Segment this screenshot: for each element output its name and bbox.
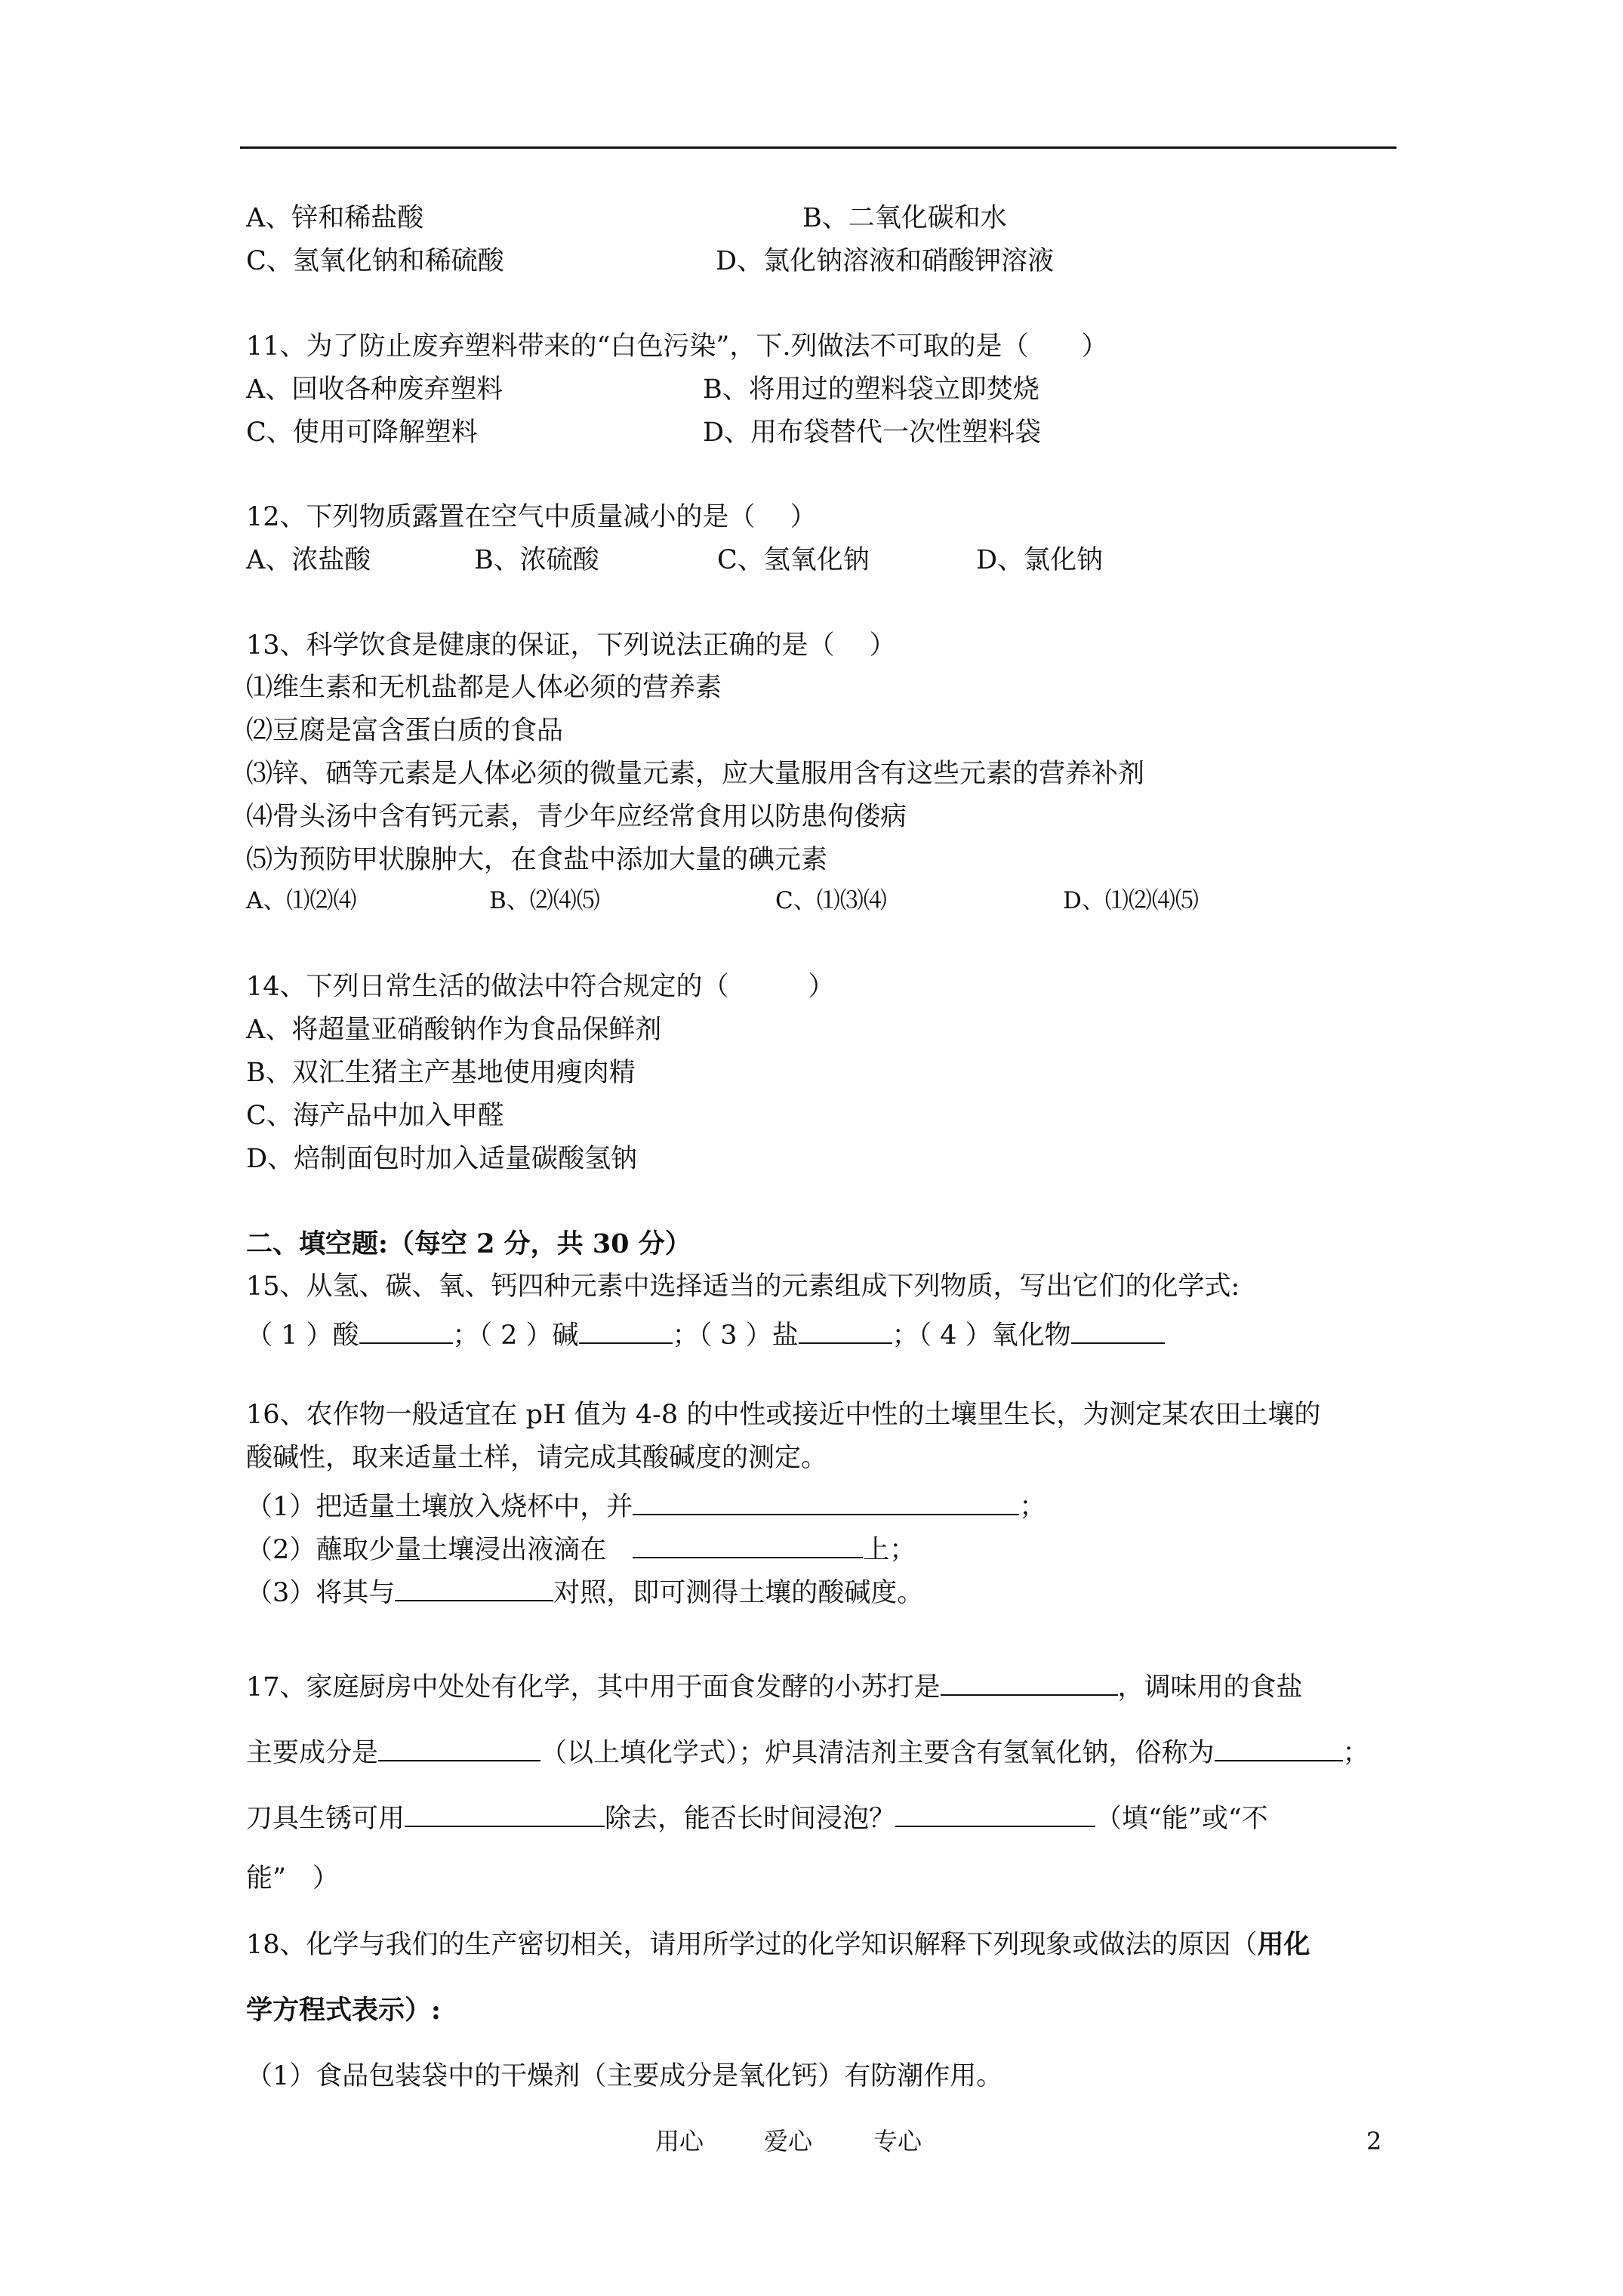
- q17-line-3-text-a: 刀具生锈可用: [246, 1804, 405, 1834]
- q17-line-3: [246, 1800, 1268, 1832]
- q11-option-d: D、用布袋替代一次性塑料袋: [703, 418, 1042, 448]
- q16-part-2-text: （2）蘸取少量土壤浸出液滴在: [246, 1535, 633, 1565]
- q16-line-1: 16、农作物一般适宜在 pH 值为 4-8 的中性或接近中性的土壤里生长，为测定某农田土壤的: [246, 1400, 1321, 1430]
- footer-word-2: 爱心: [764, 2127, 813, 2156]
- q17-blank-salt[interactable]: [378, 1734, 540, 1761]
- q15-acid-blank[interactable]: [359, 1317, 453, 1344]
- q15-stem: 15、从氢、碳、氧、钙四种元素中选择适当的元素组成下列物质，写出它们的化学式:: [246, 1271, 1240, 1302]
- q16-part-3-end: 对照，即可测得土壤的酸碱度。: [553, 1578, 924, 1608]
- q15-part-2-label: ；（ 2 ）碱: [452, 1321, 579, 1351]
- q15-answers: [246, 1317, 1165, 1349]
- q13-statement-3: ⑶锌、硒等元素是人体必须的微量元素，应大量服用含有这些元素的营养补剂: [246, 759, 1145, 789]
- q17-line-1-text-a: 17、家庭厨房中处处有化学，其中用于面食发酵的小苏打是: [246, 1672, 941, 1703]
- q15-part-3-label: ；（ 3 ）盐: [672, 1321, 799, 1351]
- q15-oxide-blank[interactable]: [1071, 1317, 1165, 1344]
- q14-option-a: A、将超量亚硝酸钠作为食品保鲜剂: [246, 1015, 662, 1045]
- q11-option-c: C、使用可降解塑料: [246, 418, 478, 448]
- q16-part-2-end: 上；: [863, 1535, 916, 1565]
- q12-option-a: A、浓盐酸: [246, 545, 371, 575]
- q13-option-a: A、⑴⑵⑷: [246, 887, 357, 914]
- q18-line-1: [246, 1931, 1310, 1959]
- q16-part-3-text: （3）将其与: [246, 1578, 396, 1608]
- q16-blank-2[interactable]: [633, 1531, 863, 1558]
- q16-blank-3[interactable]: [395, 1574, 553, 1601]
- q14-option-b: B、双汇生猪主产基地使用瘦肉精: [246, 1058, 636, 1088]
- q17-line-1-text-b: ，调味用的食盐: [1117, 1672, 1303, 1703]
- q16-part-1: [246, 1488, 1046, 1521]
- page-number: 2: [1366, 2127, 1382, 2156]
- q14-option-c: C、海产品中加入甲醛: [246, 1101, 504, 1131]
- q18-line-2: 学方程式表示）:: [246, 1995, 441, 2026]
- q17-blank-common-name[interactable]: [1215, 1734, 1343, 1761]
- q17-blank-baking-soda[interactable]: [941, 1669, 1118, 1696]
- q18-line-1-bold: 用化: [1257, 1929, 1310, 1960]
- q15-base-blank[interactable]: [579, 1317, 673, 1344]
- q13-option-d: D、⑴⑵⑷⑸: [1063, 887, 1199, 914]
- q16-part-2: [246, 1531, 916, 1564]
- q16-part-1-text: （1）把适量土壤放入烧杯中，并: [246, 1492, 633, 1522]
- q13-statement-5: ⑸为预防甲状腺肿大，在食盐中添加大量的碘元素: [246, 845, 828, 875]
- q11-option-b: B、将用过的塑料袋立即焚烧: [703, 374, 1039, 405]
- q12-option-b: B、浓硫酸: [474, 545, 599, 575]
- q10-option-b: B、二氧化碳和水: [802, 203, 1007, 233]
- q13-statement-4: ⑷骨头汤中含有钙元素，青少年应经常食用以防患佝偻病: [246, 802, 907, 832]
- header-rule: [240, 146, 1397, 149]
- q16-line-2: 酸碱性，取来适量土样，请完成其酸碱度的测定。: [246, 1443, 828, 1473]
- q17-line-2-text-a: 主要成分是: [246, 1738, 379, 1768]
- q13-statement-1: ⑴维生素和无机盐都是人体必须的营养素: [246, 673, 722, 703]
- q14-stem: 14、下列日常生活的做法中符合规定的（ ）: [246, 972, 835, 1002]
- q14-option-d: D、焙制面包时加入适量碳酸氢钠: [246, 1144, 638, 1174]
- q15-salt-blank[interactable]: [799, 1317, 892, 1344]
- q16-part-1-end: ；: [1019, 1492, 1046, 1522]
- q17-line-1: [246, 1669, 1303, 1701]
- q10-option-c: C、氢氧化钠和稀硫酸: [246, 246, 504, 276]
- q17-line-2: [246, 1734, 1369, 1767]
- q10-option-a: A、锌和稀盐酸: [246, 203, 424, 233]
- q15-part-4-label: ；（ 4 ）氧化物: [892, 1321, 1071, 1351]
- q16-blank-1[interactable]: [633, 1488, 1019, 1515]
- q12-option-c: C、氢氧化钠: [717, 545, 870, 575]
- q18-line-1-text: 18、化学与我们的生产密切相关，请用所学过的化学知识解释下列现象或做法的原因（: [246, 1930, 1258, 1960]
- q17-blank-soak[interactable]: [895, 1800, 1095, 1827]
- q17-line-2-text-b: （以上填化学式）；炉具清洁剂主要含有氢氧化钠，俗称为: [540, 1738, 1215, 1768]
- footer-word-3: 专心: [873, 2127, 922, 2156]
- q12-stem: 12、下列物质露置在空气中质量减小的是（ ）: [246, 502, 817, 532]
- q13-option-c: C、⑴⑶⑷: [775, 887, 887, 914]
- q11-option-a: A、回收各种废弃塑料: [246, 374, 504, 405]
- q17-line-3-text-c: （填“能”或“不: [1095, 1804, 1268, 1834]
- q10-option-d: D、氯化钠溶液和硝酸钾溶液: [716, 246, 1055, 276]
- q13-option-b: B、⑵⑷⑸: [489, 887, 600, 914]
- q12-option-d: D、氯化钠: [976, 545, 1104, 575]
- footer-word-1: 用心: [655, 2127, 704, 2156]
- q15-part-1-label: （ 1 ）酸: [246, 1321, 359, 1351]
- q17-blank-rust-remover[interactable]: [405, 1800, 605, 1827]
- q17-line-2-text-c: ；: [1342, 1738, 1369, 1768]
- q13-statement-2: ⑵豆腐是富含蛋白质的食品: [246, 716, 564, 746]
- q16-part-3: [246, 1574, 923, 1607]
- q13-stem: 13、科学饮食是健康的保证，下列说法正确的是（ ）: [246, 630, 896, 661]
- q17-line-3-text-b: 除去，能否长时间浸泡？: [605, 1804, 896, 1834]
- section-2-title: 二、填空题:（每空 2 分，共 30 分）: [246, 1228, 691, 1259]
- q18-part-1: （1）食品包装袋中的干燥剂（主要成分是氧化钙）有防潮作用。: [246, 2061, 1003, 2091]
- q17-line-4: 能” ）: [246, 1863, 339, 1894]
- q11-stem: 11、为了防止废弃塑料带来的“白色污染”，下.列做法不可取的是（ ）: [246, 331, 1108, 362]
